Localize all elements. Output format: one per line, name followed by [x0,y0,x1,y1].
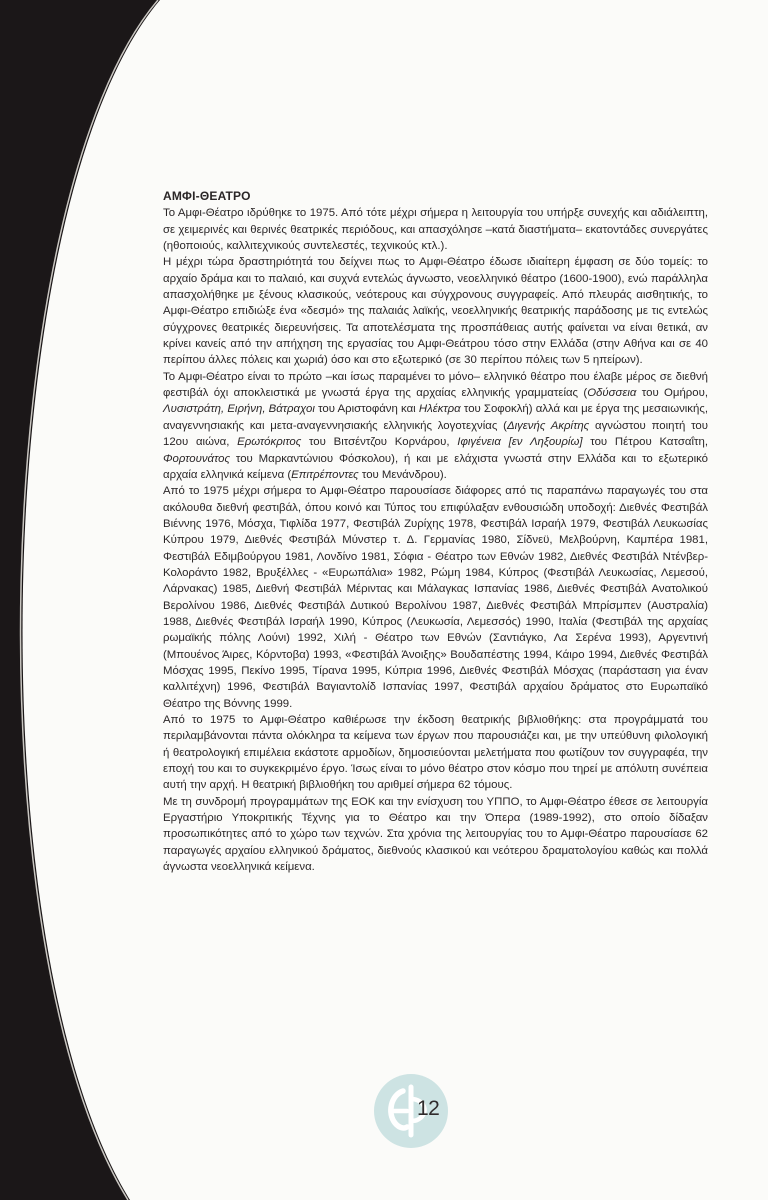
italic-title-run: Ιφιγένεια [εν Ληξουρίω] [457,436,583,449]
article-paragraph [163,712,708,794]
text-run: αγνώστου ποιητή του 12ου αιώνα, [163,419,708,449]
text-run: Από το 1975 το Αμφι-Θέατρο καθιέρωσε την έκδοση θεατρικής βιβλιοθήκης: στα προγράμματά του περιλαμβάνονται πάντα ολόκληρα τα κείμενα των έργων που παρουσιάζει και, με την υπεύθυνη φιλολογική ή θεατρολογική επιμέλεια εκάστοτε αρμοδίων, δημοσιεύονται μελετήματα που φωτίζουν τον συγγραφέα, την εποχή του και το συγκεκριμένο έργο. Ίσως είναι το μόνο θέατρο στον κόσμο που τηρεί με απόλυτη συνέπεια αυτή την αρχή. Η θεατρική βιβλιοθήκη του αριθμεί σήμερα 62 τόμους. [163,714,708,792]
text-run: Από το 1975 μέχρι σήμερα το Αμφι-Θέατρο παρουσίασε διάφορες από τις παραπάνω παραγωγές του στα ακόλουθα διεθνή φεστιβάλ, όπου κοινό και Τύπος του επιφύλαξαν ενθουσιώδη υποδοχή: Διεθνές Φεστιβάλ Βιέννης 1976, Μόσχα, Τιφλίδα 1977, Φεστιβάλ Ζυρίχης 1978, Φεστιβάλ Ισραήλ 1979, Φεστιβάλ Λευκωσίας Κύπρου 1979, Διεθνές Φεστιβάλ Μύνστερ τ. Δ. Γερμανίας 1980, Σίδνεϋ, Μελβούρνη, Καμπέρα 1981, Φεστιβάλ Εδιμβούργου 1981, Λονδίνο 1981, Σόφια - Θέατρο των Εθνών 1982, Διεθνές Φεστιβάλ Ντένβερ-Κολοράντο 1982, Βρυξέλλες - «Ευρωπάλια» 1982, Ρώμη 1984, Κύπρος (Φεστιβάλ Λευκωσίας, Λεμεσού, Λάρνακας) 1985, Διεθνή Φεστιβάλ Μέριντας και Μάλαγκας Ισπανίας 1986, Διεθνές Φεστιβάλ Ανατολικού Βερολίνου 1986, Διεθνές Φεστιβάλ Δυτικού Βερολίνου 1987, Διεθνές Φεστιβάλ Μπρίσμπεν (Αυστραλία) 1988, Διεθνές Φεστιβάλ Ισραήλ 1990, Κύπρος (Λευκωσία, Λεμεσσός) 1990, Ιταλία (Φεστιβάλ της αρχαίας ρωμαϊκής πόλης Λούνι) 1992, Χιλή - Θέατρο των Εθνών (Σαντιάγκο, Λα Σερένα 1993), Αργεντινή (Μπουένος Άιρες, Κόρντοβα) 1993, «Φεστιβάλ Άνοιξης» Βουδαπέστης 1994, Κάιρο 1994, Διεθνές Φεστιβάλ Μόσχας 1995, Πεκίνο 1995, Τίρανα 1995, Κύπρια 1996, Διεθνές Φεστιβάλ Μόσχας (παράσταση για έναν καλλιτέχνη) 1996, Φεστιβάλ Βαγιαντολίδ Ισπανίας 1997, Φεστιβάλ αρχαίου δράματος στο Ευρωπαϊκό Θέατρο της Βόννης 1999. [163,485,708,710]
text-run: του Ομήρου, [636,387,708,400]
italic-title-run: Ερωτόκριτος [237,436,302,449]
text-run: του Μαρκαντώνιου Φόσκολου), ή και με ελάχιστα γνωστά στην Ελλάδα και το εξωτερικό αρχαία ελληνικά κείμενα ( [163,452,708,481]
text-run: του Βιτσέντζου Κορνάρου, [301,436,458,449]
text-run: του Σοφοκλή) αλλά και με έργα της μεσαιωνικής, αναγεννησιακής και μετα-αναγεννησιακής ελληνικής λογοτεχνίας ( [163,403,708,432]
page-number: 12 [417,1097,440,1120]
text-run: Το Αμφι-Θέατρο ιδρύθηκε το 1975. Από τότε μέχρι σήμερα η λειτουργία του υπήρξε συνεχής και αδιάλειπτη, σε χειμερινές και θερινές θεατρικές περιόδους, και απασχόλησε –κατά διαστήματα– εκατοντάδες συνεργάτες (ηθοποιούς, καλλιτεχνικούς συντελεστές, τεχνικούς κτλ.). [163,207,708,253]
article-title: ΑΜΦΙ-ΘΕΑΤΡΟ [163,189,251,203]
text-run: Η μέχρι τώρα δραστηριότητά του δείχνει πως το Αμφι-Θέατρο έδωσε ιδιαίτερη έμφαση σε δύο τομείς: το αρχαίο δράμα και το παλαιό, και συχνά εντελώς άγνωστο, νεοελληνικό θέατρο (1600-1900), ενώ παράλληλα απασχολήθηκε με ξένους κλασικούς, νεότερους και σύγχρονους συγγραφείς. Από πλευράς αισθητικής, το Αμφι-Θέατρο επιδιώξε ένα «δεσμό» της παλαιάς λαϊκής, νεοελληνικής θεατρικής παράδοσης με τις εντελώς σύγχρονες θεατρικές διερευνήσεις. Τα αποτελέσματα της προσπάθειας αυτής φαίνεται να είναι θετικά, αν κρίνει κανείς από την απήχηση της εργασίας του Αμφι-Θεάτρου τόσο στην Ελλάδα (στην Αθήνα και σε 40 περίπου άλλες πόλεις και χωριά) όσο και στο εξωτερικό (σε 30 περίπου πόλεις των 5 ηπείρων). [163,256,708,367]
ghost-watermark [170,70,530,160]
italic-title-run: Φορτουνάτος [163,452,231,465]
text-run: του Αριστοφάνη και [314,403,419,416]
italic-title-run: Διγενής Ακρίτης [506,419,590,432]
article-paragraph [163,205,708,254]
text-run: του Μενάνδρου). [358,468,447,481]
text-run: Με τη συνδρομή προγραμμάτων της ΕΟΚ και την ενίσχυση του ΥΠΠΟ, το Αμφι-Θέατρο έθεσε σε λειτουργία Εργαστήριο Υποκριτικής Τέχνης για το Θέατρο και την Όπερα (1989-1992), στο οποίο δίδαξαν προσωπικότητες από το χώρο των τεχνών. Στα χρόνια της λειτουργίας του το Αμφι-Θέατρο παρουσίασε 62 παραγωγές αρχαίου ελληνικού δράματος, διεθνούς κλασικού και νεότερου δραματολογίου καθώς και πολλά άγνωστα νεοελληνικά κείμενα. [163,795,708,874]
article-paragraph [163,369,708,483]
italic-title-run: Οδύσσεια [587,387,637,400]
italic-title-run: Επιτρέποντες [291,468,359,481]
article-paragraph [163,483,708,712]
text-run: του Πέτρου Κατσαΐτη, [582,436,708,449]
italic-title-run: Λυσιστράτη, Ειρήνη, Βάτραχοι [163,403,315,416]
article-paragraph [163,254,708,368]
article [163,188,708,875]
article-paragraph [163,794,708,876]
text-run: Το Αμφι-Θέατρο είναι το πρώτο –και ίσως παραμένει το μόνο– ελληνικό θέατρο που έλαβε μέρος σε διεθνή φεστιβάλ όχι αποκλειστικά με γνωστά έργα της αρχαίας ελληνικής γραμματείας ( [163,370,708,400]
article-body [163,205,708,875]
italic-title-run: Ηλέκτρα [418,403,461,416]
